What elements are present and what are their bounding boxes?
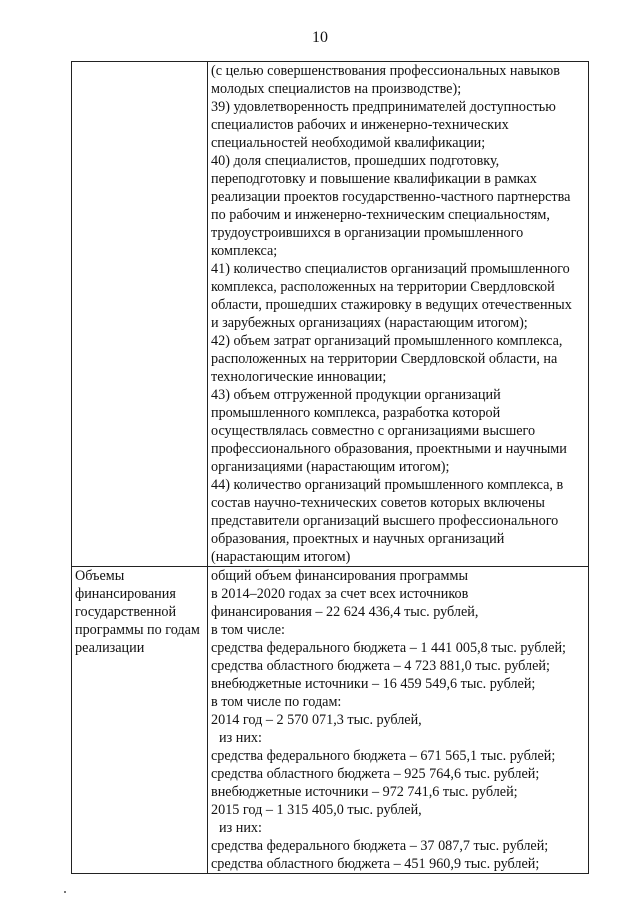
text-line: в том числе:	[211, 622, 285, 638]
text-line: в 2014–2020 годах за счет всех источников	[211, 586, 469, 602]
row-label-cell	[72, 62, 208, 567]
text-line: 44) количество организаций промышленного комплекса, в	[211, 477, 564, 493]
text-line: состав научно-технических советов которых включены	[211, 495, 545, 511]
page-number: 10	[312, 29, 328, 46]
text-line: 39) удовлетворенность предпринимателей доступностью	[211, 99, 556, 115]
passport-table	[71, 61, 589, 874]
label-line: финансирования	[75, 586, 176, 602]
text-line: специальностей необходимой квалификации;	[211, 135, 486, 151]
text-line: финансирования – 22 624 436,4 тыс. рублей,	[211, 604, 479, 620]
text-line: молодых специалистов на производстве);	[211, 81, 462, 97]
text-line: по рабочим и инженерно-техническим специальностям,	[211, 207, 550, 223]
text-line: 43) объем отгруженной продукции организаций	[211, 387, 501, 403]
text-line: в том числе по годам:	[211, 694, 342, 710]
text-line: трудоустроившихся в организации промышленного	[211, 225, 524, 241]
label-line: реализации	[75, 640, 145, 656]
text-line: области, прошедших стажировку в ведущих отечественных	[211, 297, 572, 313]
text-line: комплекса, расположенных на территории Свердловской	[211, 279, 555, 295]
text-line: средства федерального бюджета – 1 441 005,8 тыс. рублей;	[211, 640, 566, 656]
text-line: 42) объем затрат организаций промышленного комплекса,	[211, 333, 563, 349]
text-line: профессионального образования, проектными и научными	[211, 441, 567, 457]
financing-label-cell	[72, 567, 208, 874]
text-line: реализации проектов государственно-частного партнерства	[211, 189, 571, 205]
text-line: средства областного бюджета – 451 960,9 тыс. рублей;	[211, 856, 540, 872]
indicators-cell	[208, 62, 589, 567]
text-line: комплекса;	[211, 243, 278, 259]
text-line: промышленного комплекса, разработка которой	[211, 405, 501, 421]
text-line: средства областного бюджета – 4 723 881,0 тыс. рублей;	[211, 658, 550, 674]
scan-speck	[64, 891, 66, 893]
text-line: 40) доля специалистов, прошедших подготовку,	[211, 153, 500, 169]
text-line: 2015 год – 1 315 405,0 тыс. рублей,	[211, 802, 422, 818]
text-line: переподготовку и повышение квалификации в рамках	[211, 171, 537, 187]
text-line: 41) количество специалистов организаций промышленного	[211, 261, 570, 277]
text-line: средства федерального бюджета – 671 565,1 тыс. рублей;	[211, 748, 556, 764]
text-line: осуществлялась совместно с организациями высшего	[211, 423, 536, 439]
table-row-indicators	[72, 62, 589, 567]
label-line: Объемы	[75, 568, 125, 584]
text-line: из них:	[219, 820, 262, 836]
text-line: и зарубежных организациях (нарастающим итогом);	[211, 315, 528, 331]
label-line: программы по годам	[75, 622, 200, 638]
text-line: организациями (нарастающим итогом);	[211, 459, 450, 475]
table-row-financing	[72, 567, 589, 874]
text-line: (с целью совершенствования профессиональных навыков	[211, 63, 560, 79]
text-line: общий объем финансирования программы	[211, 568, 468, 584]
text-line: образования, проектных и научных организаций	[211, 531, 505, 547]
text-line: внебюджетные источники – 972 741,6 тыс. рублей;	[211, 784, 518, 800]
text-line: 2014 год – 2 570 071,3 тыс. рублей,	[211, 712, 422, 728]
label-line: государственной	[75, 604, 177, 620]
text-line: технологические инновации;	[211, 369, 387, 385]
text-line: (нарастающим итогом)	[211, 549, 351, 565]
text-line: из них:	[219, 730, 262, 746]
text-line: средства областного бюджета – 925 764,6 тыс. рублей;	[211, 766, 540, 782]
text-line: расположенных на территории Свердловской области, на	[211, 351, 558, 367]
text-line: внебюджетные источники – 16 459 549,6 тыс. рублей;	[211, 676, 536, 692]
text-line: представители организаций высшего профессионального	[211, 513, 559, 529]
text-line: средства федерального бюджета – 37 087,7 тыс. рублей;	[211, 838, 549, 854]
financing-content-cell	[208, 567, 589, 874]
text-line: специалистов рабочих и инженерно-технических	[211, 117, 509, 133]
